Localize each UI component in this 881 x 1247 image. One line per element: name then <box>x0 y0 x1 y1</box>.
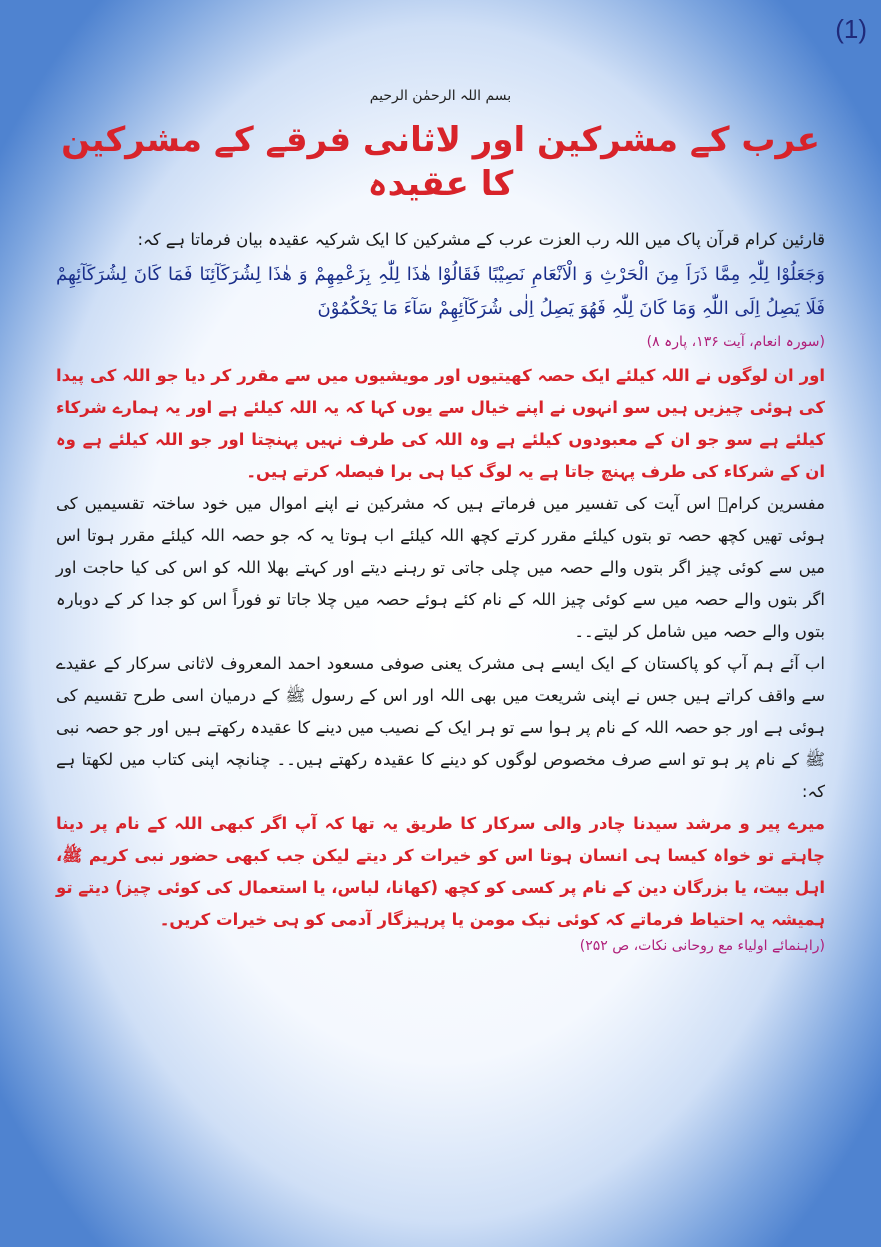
book-quote: میرے پیر و مرشد سیدنا چادر والی سرکار کا طریق یہ تھا کہ آپ اگر کبھی اللہ کے نام پر دینا چاہتے تو خواہ کیسا ہی انسان ہوتا اس کو خیرات کر دیتے لیکن جب کبھی حضور نبی کریم ﷺ، اہل بیت، یا بزرگان دین کے نام پر کسی کو کچھ (کھانا، لباس، یا استعمال کی کوئی چیز) دیتے تو ہمیشہ یہ احتیاط فرماتے کہ کوئی نیک مومن یا پرہیزگار آدمی کو ہی خیرات کریں۔ <box>56 814 825 930</box>
intro-paragraph: قارئین کرام قرآن پاک میں اللہ رب العزت عرب کے مشرکین کا ایک شرکیہ عقیدہ بیان فرماتا ہے کہ: <box>137 230 825 250</box>
document-body <box>56 88 825 964</box>
comparison-paragraph: اب آئے ہم آپ کو پاکستان کے ایک ایسے ہی مشرک یعنی صوفی مسعود احمد المعروف لاثانی سرکار کے عقیدے سے واقف کراتے ہیں جس نے اپنی شریعت میں بھی اللہ اور اس کے رسول ﷺ کے درمیان اسی طرح تقسیم کی ہوئی ہے اور جو حصہ اللہ کے نام پر ہوا سے تو ہر ایک کے نصیب میں دینے کا عقیدہ رکھتے ہیں اور جو حصہ نبی ﷺ کے نام پر ہو تو اسے صرف مخصوص لوگوں کو دینے کا عقیدہ رکھتے ہیں۔۔ چنانچہ اپنی کتاب میں لکھتا ہے کہ: <box>56 654 825 802</box>
verse-reference: (سورہ انعام، آیت ۱۳۶، پارہ ۸) <box>646 334 825 351</box>
tafseer-paragraph: مفسرین کرامؒ اس آیت کی تفسیر میں فرماتے ہیں کہ مشرکین نے اپنے اموال میں خود ساختہ تقسیمیں کی ہوئی تھیں کچھ حصہ تو بتوں کیلئے مقرر کرتے کچھ اللہ کیلئے اب ہوتا یہ کہ جو حصہ اللہ کیلئے مقرر ہوتا اس میں سے کوئی چیز اگر بتوں والے حصہ میں چلی جاتی تو رہنے دیتے اور کہتے بھلا اللہ کو اس کی کیا حاجت اور اگر بتوں والے حصہ میں سے کوئی چیز اللہ کے نام کئے ہوئے حصہ میں چلا جاتا تو فوراً اس کو جدا کر کے دوبارہ بتوں والے حصہ میں شامل کر لیتے۔۔ <box>56 494 825 642</box>
quote-reference: (راہنمائے اولیاء مع روحانی نکات، ص ۲۵۲) <box>579 938 825 955</box>
quran-verse: وَجَعَلُوْا لِلّٰہِ مِمَّا ذَرَاَ مِنَ الْحَرْثِ وَ الْاَنْعَامِ نَصِیْبًا فَقَالُوْا ھٰذَا لِلّٰہِ بِزَعْمِھِمْ وَ ھٰذَا لِشُرَکَآئِنَا فَمَا کَانَ لِشُرَکَآئِھِمْ فَلَا یَصِلُ اِلَی اللّٰہِ وَمَا کَانَ لِلّٰہِ فَھُوَ یَصِلُ اِلٰی شُرَکَآئِھِمْ سَآءَ مَا یَحْکُمُوْنَ <box>56 264 825 320</box>
page-title: عرب کے مشرکین اور لاثانی فرقے کے مشرکین کا عقیدہ <box>61 120 820 205</box>
bismillah: بسم اللہ الرحمٰن الرحیم <box>369 88 512 104</box>
verse-translation: اور ان لوگوں نے اللہ کیلئے ایک حصہ کھیتیوں اور مویشیوں میں سے مقرر کر دیا جو اللہ کی پیدا کی ہوئی چیزیں ہیں سو انہوں نے اپنے خیال سے یوں کہا کہ یہ اللہ کیلئے ہے اور یہ ہمارے شرکاء کیلئے ہے سو جو ان کے معبودوں کیلئے ہے وہ اللہ کی طرف نہیں پہنچتا اور جو اللہ کیلئے ہے وہ ان کے شرکاء کی طرف پہنچ جاتا ہے یہ لوگ کیا ہی برا فیصلہ کرتے ہیں۔ <box>56 366 825 482</box>
page-number: (1) <box>835 14 867 44</box>
